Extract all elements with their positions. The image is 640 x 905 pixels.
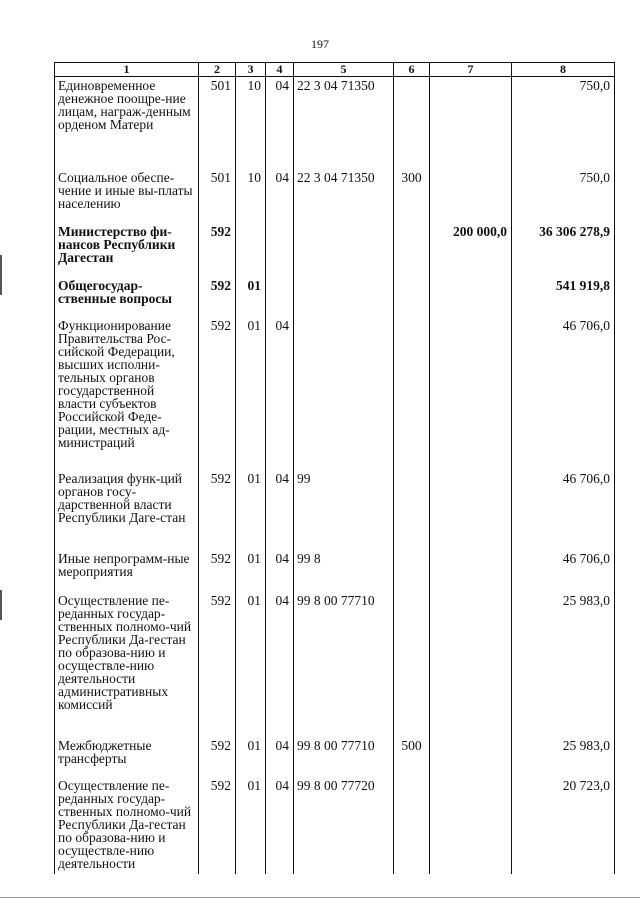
table-row — [55, 169, 615, 223]
budget-table — [54, 62, 615, 874]
col-5-cell: 99 8 — [294, 550, 394, 592]
table-row — [55, 77, 615, 169]
col-8-cell: 46 706,0 — [512, 470, 615, 550]
col-7-cell: 200 000,0 — [430, 223, 512, 277]
col-7-cell — [430, 77, 512, 169]
row-name-cell: Общегосудар-ственные вопросы — [55, 277, 199, 317]
col-4-cell: 04 — [266, 169, 294, 223]
row-name-cell: Межбюджетные трансферты — [55, 737, 199, 777]
col-2-cell: 592 — [199, 223, 236, 277]
col-5-cell — [294, 223, 394, 277]
table-row — [55, 592, 615, 737]
col-4-cell: 04 — [266, 317, 294, 470]
col-2-cell: 592 — [199, 737, 236, 777]
row-name-cell: Реализация функ-ций органов госу-дарственной власти Республики Даге-стан — [55, 470, 199, 550]
col-2-cell: 592 — [199, 277, 236, 317]
page-bottom-line — [0, 897, 640, 898]
col-3-cell: 01 — [236, 777, 266, 874]
col-4-cell: 04 — [266, 777, 294, 874]
header-row — [55, 63, 615, 77]
col-6-cell — [394, 317, 430, 470]
col-3-cell: 01 — [236, 737, 266, 777]
row-name-cell: Иные непрограмм-ные мероприятия — [55, 550, 199, 592]
col-6-cell: 500 — [394, 737, 430, 777]
col-3-cell: 01 — [236, 317, 266, 470]
scan-edge-mark — [0, 590, 2, 620]
col-5-cell: 99 — [294, 470, 394, 550]
header-cell: 8 — [512, 63, 615, 77]
col-3-cell: 10 — [236, 169, 266, 223]
header-cell: 4 — [266, 63, 294, 77]
col-2-cell: 501 — [199, 77, 236, 169]
row-name-cell: Социальное обеспе-чение и иные вы-платы населению — [55, 169, 199, 223]
header-cell: 2 — [199, 63, 236, 77]
table-row — [55, 550, 615, 592]
row-name-cell: Осуществление пе-реданных государ-ственных полномо-чий Республики Да-гестан по образова-нию и осуществле-нию деятельности — [55, 777, 199, 874]
col-8-cell: 25 983,0 — [512, 592, 615, 737]
col-4-cell: 04 — [266, 77, 294, 169]
col-5-cell: 99 8 00 77710 — [294, 737, 394, 777]
col-6-cell — [394, 77, 430, 169]
col-4-cell — [266, 223, 294, 277]
col-8-cell: 750,0 — [512, 77, 615, 169]
col-3-cell: 01 — [236, 277, 266, 317]
col-2-cell: 592 — [199, 592, 236, 737]
col-6-cell — [394, 592, 430, 737]
col-3-cell: 10 — [236, 77, 266, 169]
col-7-cell — [430, 169, 512, 223]
header-cell: 6 — [394, 63, 430, 77]
header-cell: 3 — [236, 63, 266, 77]
table-row — [55, 737, 615, 777]
col-8-cell: 46 706,0 — [512, 317, 615, 470]
col-7-cell — [430, 777, 512, 874]
col-3-cell — [236, 223, 266, 277]
col-5-cell: 22 3 04 71350 — [294, 77, 394, 169]
col-4-cell: 04 — [266, 550, 294, 592]
col-2-cell: 592 — [199, 777, 236, 874]
col-6-cell — [394, 470, 430, 550]
page-number: 197 — [311, 37, 329, 51]
col-5-cell: 99 8 00 77720 — [294, 777, 394, 874]
col-8-cell: 20 723,0 — [512, 777, 615, 874]
header-cell: 5 — [294, 63, 394, 77]
col-2-cell: 592 — [199, 470, 236, 550]
col-7-cell — [430, 277, 512, 317]
col-7-cell — [430, 737, 512, 777]
row-name-cell: Министерство фи-нансов Республики Дагестан — [55, 223, 199, 277]
col-2-cell: 592 — [199, 550, 236, 592]
col-5-cell — [294, 277, 394, 317]
col-5-cell: 99 8 00 77710 — [294, 592, 394, 737]
row-name-cell: Осуществление пе-реданных государ-ственных полномо-чий Республики Да-гестан по образова-нию и осуществле-нию деятельности административных комиссий — [55, 592, 199, 737]
col-7-cell — [430, 592, 512, 737]
col-6-cell — [394, 277, 430, 317]
col-3-cell: 01 — [236, 550, 266, 592]
table-row — [55, 277, 615, 317]
table-row — [55, 470, 615, 550]
col-6-cell — [394, 223, 430, 277]
table-row — [55, 317, 615, 470]
header-cell: 7 — [430, 63, 512, 77]
col-5-cell: 22 3 04 71350 — [294, 169, 394, 223]
col-4-cell — [266, 277, 294, 317]
table-row — [55, 223, 615, 277]
col-3-cell: 01 — [236, 592, 266, 737]
col-4-cell: 04 — [266, 592, 294, 737]
col-5-cell — [294, 317, 394, 470]
col-8-cell: 46 706,0 — [512, 550, 615, 592]
col-8-cell: 750,0 — [512, 169, 615, 223]
header-cell: 1 — [55, 63, 199, 77]
col-2-cell: 501 — [199, 169, 236, 223]
table-row — [55, 777, 615, 874]
scan-edge-mark — [0, 255, 2, 295]
row-name-cell: Функционирование Правительства Рос-сийской Федерации, высших исполни-тельных органов государственной власти субъектов Российской Феде-рации, местных ад-министраций — [55, 317, 199, 470]
col-4-cell: 04 — [266, 737, 294, 777]
col-7-cell — [430, 317, 512, 470]
row-name-cell: Единовременное денежное поощре-ние лицам, награж-денным орденом Матери — [55, 77, 199, 169]
col-7-cell — [430, 470, 512, 550]
col-6-cell — [394, 777, 430, 874]
col-7-cell — [430, 550, 512, 592]
col-6-cell: 300 — [394, 169, 430, 223]
col-3-cell: 01 — [236, 470, 266, 550]
col-4-cell: 04 — [266, 470, 294, 550]
col-8-cell: 36 306 278,9 — [512, 223, 615, 277]
col-6-cell — [394, 550, 430, 592]
col-8-cell: 541 919,8 — [512, 277, 615, 317]
col-8-cell: 25 983,0 — [512, 737, 615, 777]
col-2-cell: 592 — [199, 317, 236, 470]
